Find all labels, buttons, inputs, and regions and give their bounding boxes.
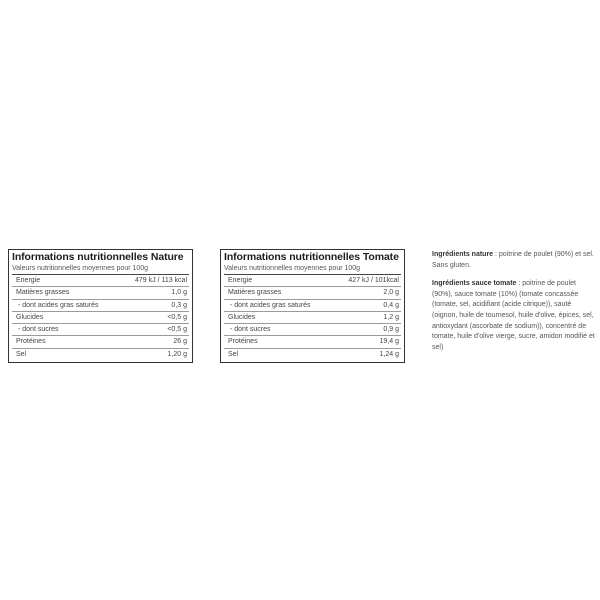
table-row (12, 312, 189, 324)
nutrient-name: Matières grasses (228, 289, 282, 297)
nutrient-name: Matières grasses (16, 289, 70, 297)
nutrient-value: 0,4 g (383, 301, 399, 309)
ingredients-nature (432, 250, 596, 271)
nutrient-name: - dont acides gras saturés (230, 301, 311, 309)
nutrient-value: 1,0 g (171, 289, 187, 297)
table-row (12, 287, 189, 299)
table-title: Informations nutritionnelles Tomate (224, 251, 399, 263)
table-row (224, 287, 401, 299)
nutrient-value: 0,3 g (171, 301, 187, 309)
ingredients-nature-label: Ingrédients nature (432, 251, 494, 258)
table-row (12, 336, 189, 348)
table-row (12, 324, 189, 336)
table-subtitle: Valeurs nutritionnelles moyennes pour 100g (12, 264, 189, 275)
table-row (224, 324, 401, 336)
ingredients-block (432, 250, 596, 361)
table-row (12, 349, 189, 360)
nutrient-value: <0,5 g (167, 313, 187, 321)
nutrient-name: - dont acides gras saturés (18, 301, 99, 309)
nutrient-value: 19,4 g (379, 338, 399, 346)
nutrient-value: 1,20 g (167, 350, 187, 358)
nutrient-name: Protéines (228, 338, 258, 346)
nutrient-value: 26 g (173, 338, 187, 346)
table-row (224, 349, 401, 360)
nutrient-value: 1,2 g (383, 313, 399, 321)
ingredients-nature-text: : poitrine de poulet (90%) et sel. Sans gluten. (432, 251, 594, 269)
ingredients-sauce-tomate (432, 279, 596, 353)
nutrient-value: 2,0 g (383, 289, 399, 297)
nutrient-value: <0,5 g (167, 326, 187, 334)
table-row (224, 336, 401, 348)
nutrient-name: Sel (16, 350, 27, 358)
nutrient-name: - dont sucres (230, 326, 271, 334)
ingredients-sauce-tomate-text: : poitrine de poulet (90%), sauce tomate (10%) (tomate concassée (tomate, sel, acidifiant (acide citrique)), sauté (oignon, huile de tournesol, huile d'olive, épices, sel, antioxydant (ascorbate de sodium)), concentré de tomate, huile d'olive vierge, sucre, amidon modifié et sel) (432, 280, 595, 351)
nutrient-value: 427 kJ / 101kcal (348, 277, 399, 284)
nutrition-table-nature (8, 249, 193, 363)
table-row (12, 275, 189, 287)
nutrient-name: Glucides (228, 313, 256, 321)
table-row (224, 300, 401, 312)
nutrient-name: Glucides (16, 313, 44, 321)
table-row (12, 300, 189, 312)
nutrient-name: Sel (228, 350, 239, 358)
table-subtitle: Valeurs nutritionnelles moyennes pour 100g (224, 264, 401, 275)
nutrition-table-tomate (220, 249, 405, 363)
nutrient-value: 479 kJ / 113 kcal (134, 277, 187, 284)
nutrient-name: Energie (228, 277, 253, 284)
ingredients-sauce-tomate-label: Ingrédients sauce tomate (432, 280, 517, 288)
nutrient-name: - dont sucres (18, 326, 59, 334)
nutrient-value: 1,24 g (379, 350, 399, 358)
nutrient-value: 0,9 g (383, 326, 399, 334)
table-title: Informations nutritionnelles Nature (12, 251, 184, 263)
nutrient-name: Energie (16, 277, 41, 284)
nutrient-name: Protéines (16, 338, 46, 346)
table-row (224, 312, 401, 324)
table-row (224, 275, 401, 287)
